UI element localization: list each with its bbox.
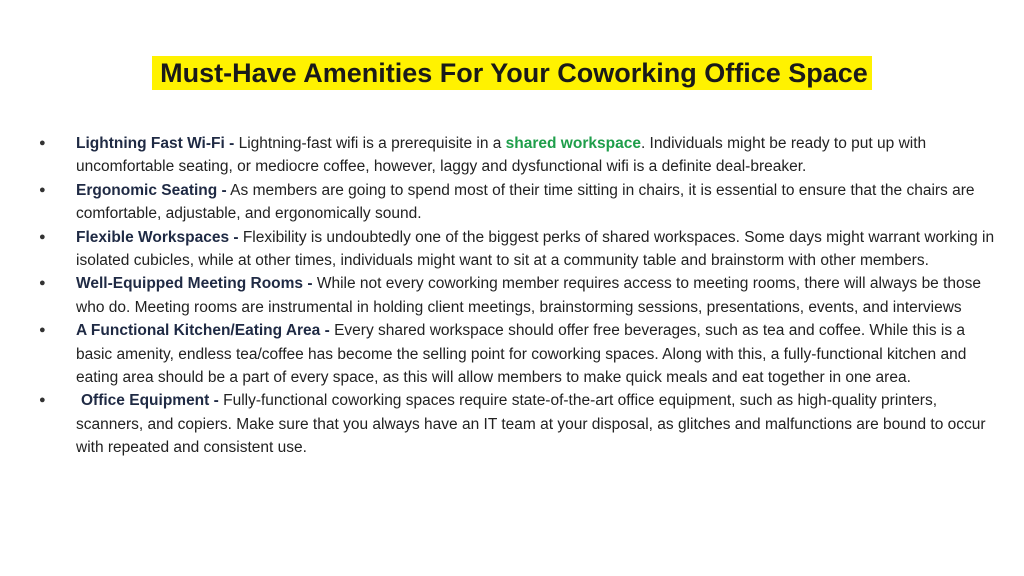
item-label: A Functional Kitchen/Eating Area - [76, 322, 330, 340]
list-item-wifi [0, 132, 1024, 179]
list-item-seating [0, 179, 1024, 226]
bullet-icon: ● [39, 277, 46, 290]
page-title: Must-Have Amenities For Your Coworking Office Space [152, 56, 872, 90]
bullet-icon: ● [39, 230, 46, 243]
item-text: As members are going to spend most of their time sitting in chairs, it is essential to ensure that the chairs are comfortable, adjustable, and ergonomically sound. [76, 181, 975, 223]
item-text: While not every coworking member requires access to meeting rooms, there will always be those who do. Meeting rooms are instrumental in holding client meetings, brainstorming sessions, presentations, events, and interviews [76, 275, 982, 316]
bullet-icon: ● [39, 183, 46, 196]
bullet-icon: ● [39, 324, 46, 337]
list-item-meeting-rooms [0, 272, 1024, 319]
title-container [0, 56, 1024, 90]
list-item-kitchen [0, 319, 1024, 389]
list-item-equipment [0, 389, 1024, 459]
item-text: . Individuals might be ready to put up with uncomfortable seating, or mediocre coffee, however, laggy and dysfunctional wifi is a definite deal-breaker. [76, 135, 927, 176]
item-text: Fully-functional coworking spaces require state-of-the-art office equipment, such as high-quality printers, scanners, and copiers. Make sure that you always have an IT team at your disposal, as glitches and malfunctions are bound to occur with repeated and consistent use. [76, 392, 986, 457]
item-text: Lightning-fast wifi is a prerequisite in a [234, 135, 506, 152]
item-label: Flexible Workspaces - [76, 228, 239, 246]
amenities-list [0, 132, 1024, 460]
shared-workspace-link[interactable]: shared workspace [505, 135, 641, 152]
item-label: Well-Equipped Meeting Rooms - [76, 275, 313, 293]
item-label: Ergonomic Seating - [76, 181, 227, 199]
item-label: Office Equipment - [81, 392, 219, 410]
list-item-workspaces [0, 226, 1024, 273]
bullet-icon: ● [39, 394, 46, 407]
item-text: Every shared workspace should offer free beverages, such as tea and coffee. While this is a basic amenity, endless tea/coffee has become the selling point for coworking spaces. Along with this, a fully-functional kitchen and eating area should be a part of every space, as this will allow members to make quick meals and eat together in one area. [76, 322, 967, 387]
item-text: Flexibility is undoubtedly one of the biggest perks of shared workspaces. Some days might warrant working in isolated cubicles, while at other times, individuals might want to sit at a community table and brainstorm with other members. [76, 228, 995, 270]
item-label: Lightning Fast Wi-Fi - [76, 135, 235, 152]
bullet-icon: ● [39, 137, 46, 149]
